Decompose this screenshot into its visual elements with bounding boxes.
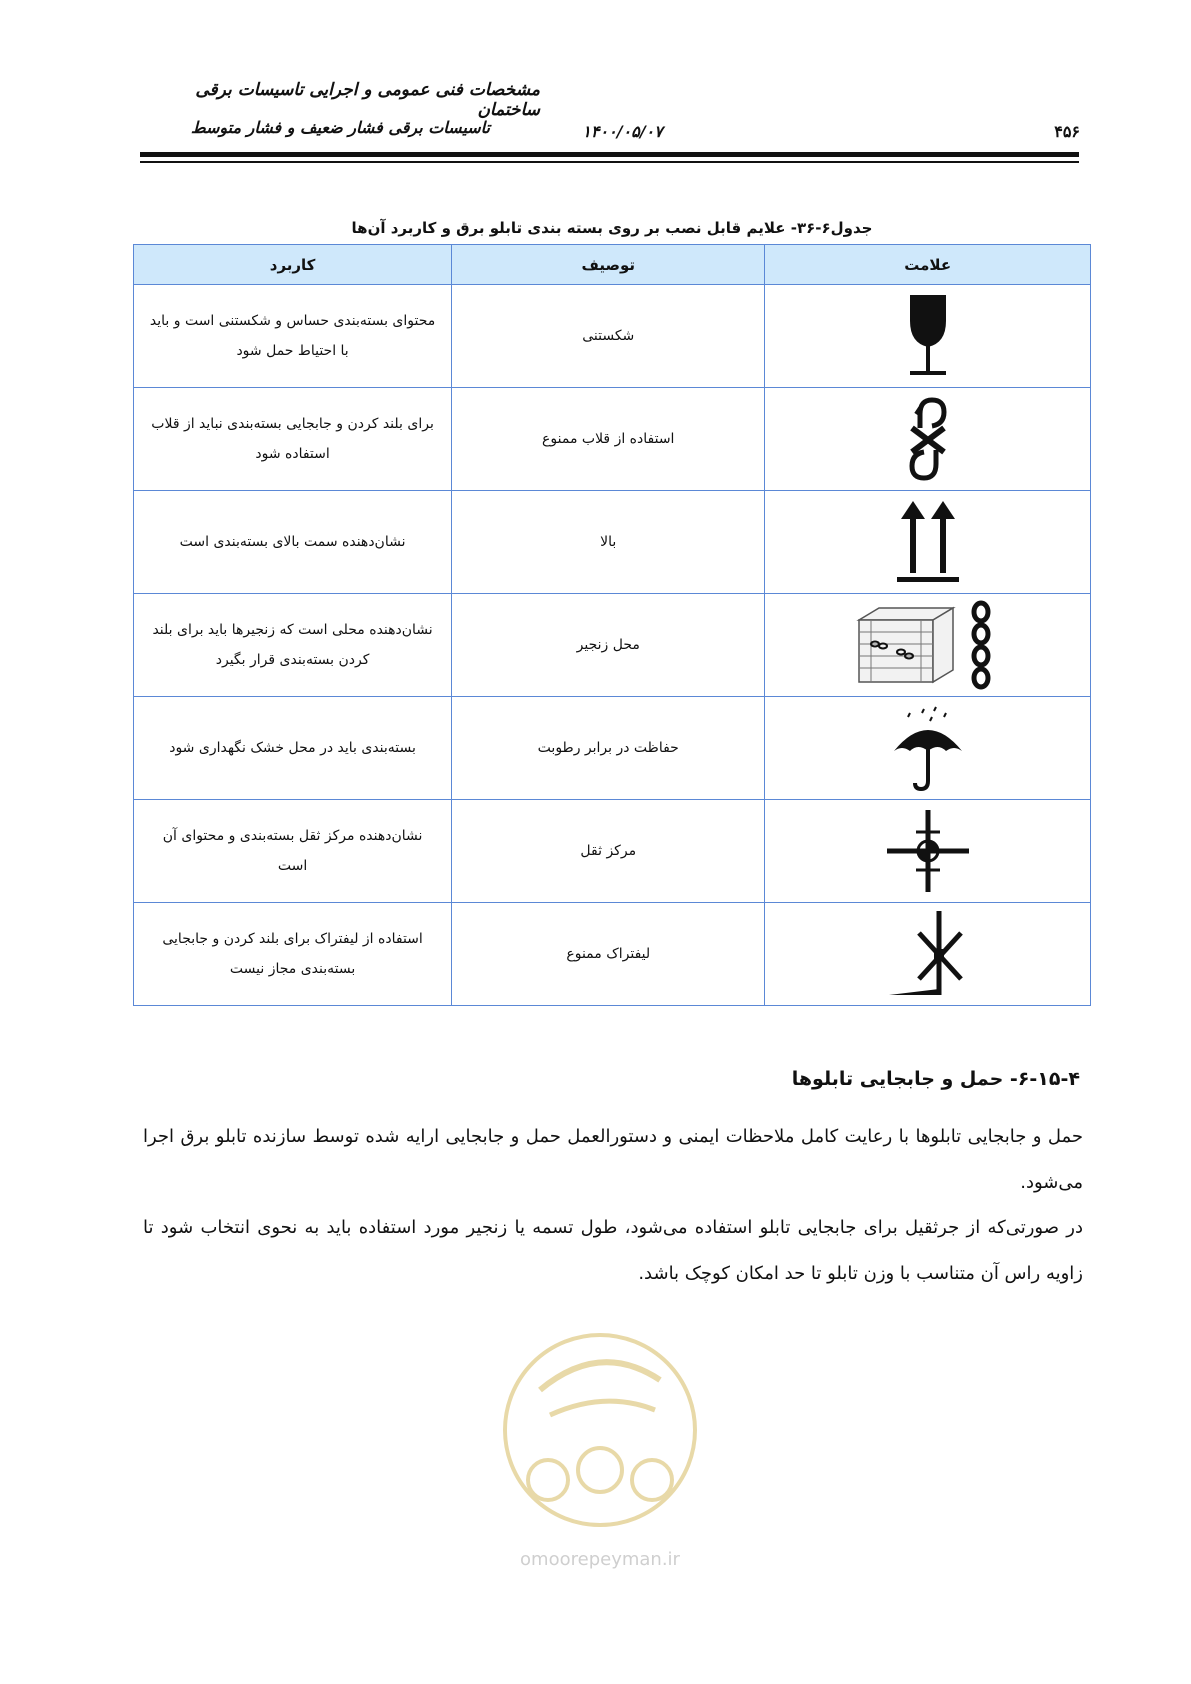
header-usage: کاربرد [134,245,452,285]
symbol-cell [765,594,1091,697]
table-row [134,491,1091,594]
header-symbol: علامت [765,245,1091,285]
symbol-cell [765,697,1091,800]
header-rule-thick [140,152,1079,157]
packaging-signs-table [133,244,1091,1006]
usage-cell: بسته‌بندی باید در محل خشک نگهداری شود [134,697,452,800]
usage-cell: نشان‌دهنده مرکز ثقل بسته‌بندی و محتوای آن است [134,800,452,903]
usage-cell: نشان‌دهنده محلی است که زنجیرها باید برای بلند کردن بسته‌بندی قرار بگیرد [134,594,452,697]
watermark-text: omoorepeyman.ir [520,1549,680,1570]
document-subtitle: تاسیسات برقی فشار ضعیف و فشار متوسط [190,118,490,137]
table-caption: جدول۶-۳۶- علایم قابل نصب بر روی بسته بندی تابلو برق و کاربرد آن‌ها [351,219,873,237]
table-row [134,285,1091,388]
description-cell: مرکز ثقل [452,800,765,903]
description-cell: حفاظت در برابر رطوبت [452,697,765,800]
fragile-glass-icon [898,291,958,381]
page-number: ۴۵۶ [1054,122,1080,141]
table-row [134,388,1091,491]
symbol-cell [765,388,1091,491]
sling-here-icon [853,600,1003,690]
document-title: مشخصات فنی عمومی و اجرایی تاسیسات برقی ساختمان [195,80,540,120]
table-row [134,697,1091,800]
usage-cell: استفاده از لیفتراک برای بلند کردن و جابجایی بسته‌بندی مجاز نیست [134,903,452,1006]
description-cell: شکستنی [452,285,765,388]
section-heading: ۶-۱۵-۴- حمل و جابجایی تابلوها [791,1068,1080,1090]
this-way-up-icon [893,497,963,587]
table-row [134,594,1091,697]
header-rule-thin [140,161,1079,163]
paragraph: حمل و جابجایی تابلوها با رعایت کامل ملاحظات ایمنی و دستورالعمل حمل و جابجایی ارایه شده توسط سازنده تابلو برق اجرا می‌شود. [143,1126,1083,1193]
keep-dry-umbrella-icon [888,703,968,793]
no-hooks-icon [898,394,958,484]
usage-cell: نشان‌دهنده سمت بالای بسته‌بندی است [134,491,452,594]
symbol-cell [765,285,1091,388]
table-row [134,800,1091,903]
symbol-cell [765,800,1091,903]
description-cell: محل زنجیر [452,594,765,697]
paragraph: در صورتی‌که از جرثقیل برای جابجایی تابلو استفاده می‌شود، طول تسمه یا زنجیر مورد استفاده باید به نحوی انتخاب شود تا زاویه راس آن متناسب با وزن تابلو تا حد امکان کوچک باشد. [143,1217,1083,1284]
no-forklift-icon [883,909,973,999]
table-header-row [134,245,1091,285]
table-row [134,903,1091,1006]
symbol-cell [765,491,1091,594]
center-of-gravity-icon [883,806,973,896]
symbol-cell [765,903,1091,1006]
watermark-logo [480,1320,720,1580]
description-cell: لیفتراک ممنوع [452,903,765,1006]
usage-cell: برای بلند کردن و جابجایی بسته‌بندی نباید از قلاب استفاده شود [134,388,452,491]
header-description: توصیف [452,245,765,285]
document-date: ۱۴۰۰/۰۵/۰۷ [582,122,663,141]
usage-cell: محتوای بسته‌بندی حساس و شکستنی است و باید با احتیاط حمل شود [134,285,452,388]
description-cell: بالا [452,491,765,594]
description-cell: استفاده از قلاب ممنوع [452,388,765,491]
